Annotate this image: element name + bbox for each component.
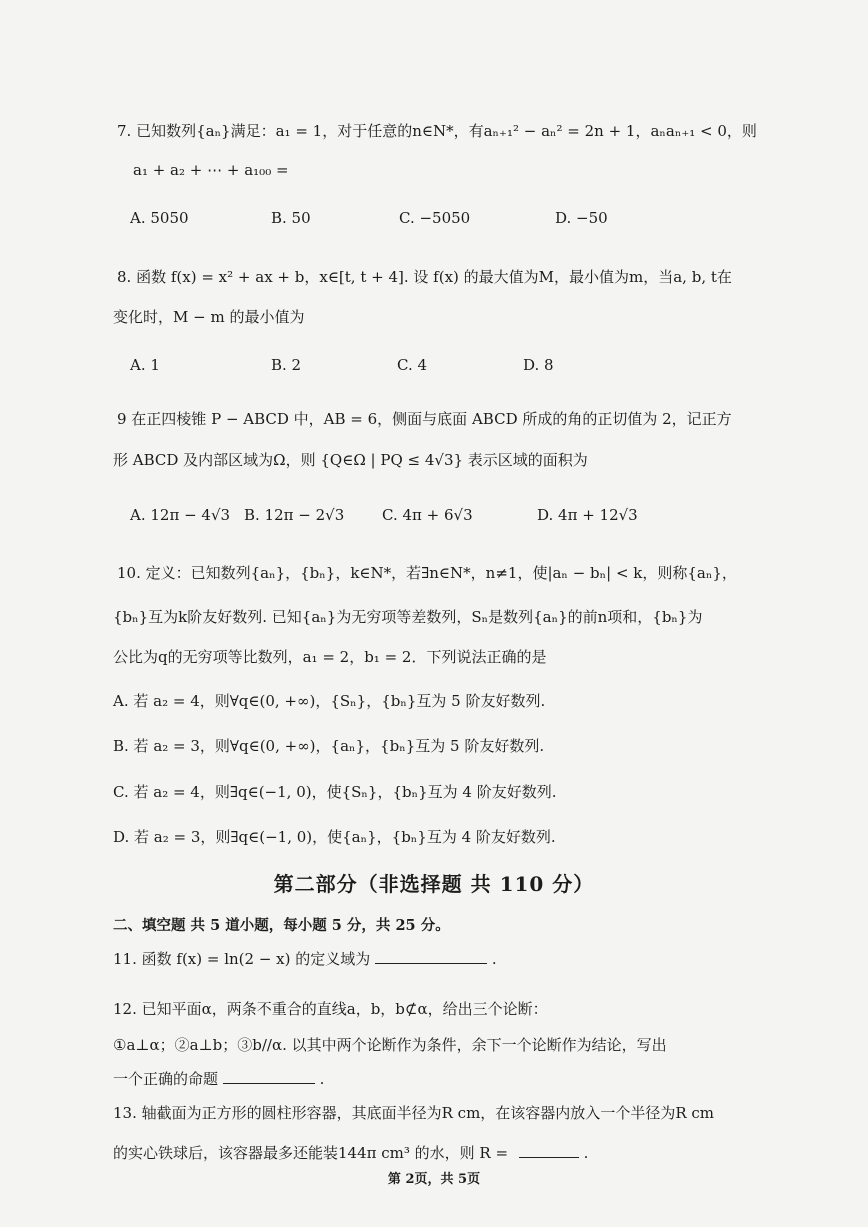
q10-stem-line3: 公比为q的无穷项等比数列，a₁ = 2，b₁ = 2．下列说法正确的是 xyxy=(113,648,547,666)
q11-text: 11. 函数 f(x) = ln(2 − x) 的定义域为 xyxy=(113,950,371,968)
q10-stem-line2: {bₙ}互为k阶友好数列. 已知{aₙ}为无穷项等差数列，Sₙ是数列{aₙ}的前n项和，{bₙ}为 xyxy=(113,608,703,626)
q8-stem-line2: 变化时，M − m 的最小值为 xyxy=(113,308,305,326)
q9-choice-c: C. 4π + 6√3 xyxy=(382,506,473,524)
q8-choice-b: B. 2 xyxy=(271,356,302,374)
q8-choice-c: C. 4 xyxy=(397,356,428,374)
q7-stem-line2: a₁ + a₂ + ⋯ + a₁₀₀ = xyxy=(133,161,289,179)
q7-stem-line1: 7. 已知数列{aₙ}满足：a₁ = 1，对于任意的n∈N*，有aₙ₊₁² − aₙ² = 2n + 1，aₙaₙ₊₁ < 0，则 xyxy=(117,122,757,140)
q9-choice-a: A. 12π − 4√3 xyxy=(130,506,231,524)
q12-stem-line3-wrap xyxy=(113,1068,324,1089)
q12-stem-line2: ①a⊥α；②a⊥b；③b//α. 以其中两个论断作为条件，余下一个论断作为结论，写出 xyxy=(113,1036,667,1054)
q9-choice-d: D. 4π + 12√3 xyxy=(537,506,638,524)
q7-choice-a: A. 5050 xyxy=(130,209,189,227)
q13-answer-blank[interactable] xyxy=(519,1156,579,1158)
q10-stem-line1: 10. 定义：已知数列{aₙ}，{bₙ}，k∈N*，若∃n∈N*，n≠1，使|aₙ − bₙ| < k，则称{aₙ}， xyxy=(117,564,737,582)
q8-choice-d: D. 8 xyxy=(523,356,554,374)
q7-choice-c: C. −5050 xyxy=(399,209,471,227)
page-footer: 第 2页，共 5页 xyxy=(387,1172,481,1187)
q10-option-c: C. 若 a₂ = 4，则∃q∈(−1, 0)，使{Sₙ}，{bₙ}互为 4 阶友好数列. xyxy=(113,783,557,801)
q13-end: . xyxy=(583,1144,589,1162)
q13-stem-line1: 13. 轴截面为正方形的圆柱形容器，其底面半径为R cm，在该容器内放入一个半径为R cm xyxy=(113,1104,714,1122)
q9-stem-line1: 9 在正四棱锥 P − ABCD 中，AB = 6，侧面与底面 ABCD 所成的角的正切值为 2，记正方 xyxy=(117,410,732,428)
q10-option-d: D. 若 a₂ = 3，则∃q∈(−1, 0)，使{aₙ}，{bₙ}互为 4 阶友好数列. xyxy=(113,828,556,846)
q12-stem-line1: 12. 已知平面α，两条不重合的直线a，b，b⊄α，给出三个论断： xyxy=(113,1000,548,1018)
q7-choice-d: D. −50 xyxy=(555,209,608,227)
q10-option-a: A. 若 a₂ = 4，则∀q∈(0, +∞)，{Sₙ}，{bₙ}互为 5 阶友好数列. xyxy=(113,692,546,710)
q13-stem-line2: 的实心铁球后，该容器最多还能装144π cm³ 的水，则 R = xyxy=(113,1144,509,1162)
part2-title: 第二部分（非选择题 共 110 分） xyxy=(273,872,595,896)
q8-choice-a: A. 1 xyxy=(130,356,160,374)
part2-subhead: 二、填空题 共 5 道小题，每小题 5 分，共 25 分。 xyxy=(113,917,450,934)
q9-choice-b: B. 12π − 2√3 xyxy=(244,506,345,524)
q9-stem-line2: 形 ABCD 及内部区域为Ω，则 {Q∈Ω | PQ ≤ 4√3} 表示区域的面积为 xyxy=(113,451,588,469)
q11-end: . xyxy=(491,950,497,968)
q10-option-b: B. 若 a₂ = 3，则∀q∈(0, +∞)，{aₙ}，{bₙ}互为 5 阶友好数列. xyxy=(113,737,545,755)
q11-answer-blank[interactable] xyxy=(375,962,487,964)
q12-end: . xyxy=(319,1070,325,1088)
q12-answer-blank[interactable] xyxy=(223,1082,315,1084)
q8-stem-line1: 8. 函数 f(x) = x² + ax + b，x∈[t, t + 4]. 设 f(x) 的最大值为M，最小值为m，当a, b, t在 xyxy=(117,268,732,286)
q13-stem-line2-wrap xyxy=(113,1142,588,1163)
q7-choice-b: B. 50 xyxy=(271,209,311,227)
q12-stem-line3: 一个正确的命题 xyxy=(113,1070,219,1088)
q11-line xyxy=(113,948,497,969)
